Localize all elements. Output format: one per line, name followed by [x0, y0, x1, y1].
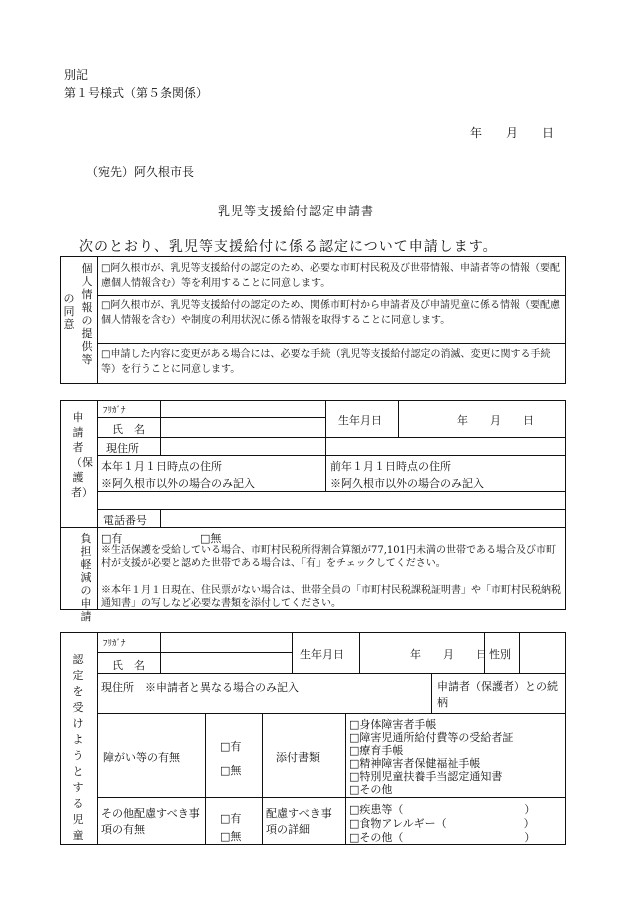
child-birth-label: 生年月日: [300, 648, 344, 661]
reduction-side-label: 負担軽減の申請: [80, 532, 92, 623]
reduction-note-1: ※生活保護を受給している場合、市町村民税所得割合算額が77,101円未満の世帯である場合及び市町村が支援が必要と認めた世帯である場合は、「有」をチェックしてください。: [101, 545, 556, 569]
child-relation-label: 申請者（保護者）との続柄: [437, 680, 558, 709]
disability-label: 障がい等の有無: [103, 751, 180, 764]
jan1-prev-year-note: ※阿久根市以外の場合のみ記入: [330, 477, 484, 490]
consent-side-label: 個人情報の提供等: [81, 262, 93, 366]
jan1-this-year-label: 本年１月１日時点の住所: [101, 460, 222, 473]
applicant-furigana-label: ﾌﾘｶﾞﾅ: [103, 406, 126, 416]
reduction-yes[interactable]: □有: [101, 532, 123, 545]
consent-side-label-2: の同意: [63, 292, 75, 331]
applicant-name-label: 氏 名: [112, 423, 145, 436]
applicant-birth-value: 年 月 日: [457, 414, 534, 427]
applicant-phone-label: 電話番号: [103, 514, 147, 527]
care-yes[interactable]: □有: [220, 812, 242, 825]
other-care-label: その他配慮すべき事項の有無: [101, 807, 200, 836]
child-name-label: 氏 名: [112, 659, 145, 672]
child-furigana-label: ﾌﾘｶﾞﾅ: [103, 639, 126, 649]
care-item-allergy[interactable]: □食物アレルギー（ ）: [349, 817, 535, 830]
disability-yes[interactable]: □有: [220, 740, 242, 753]
reduction-note-2: ※本年１月１日現在、住民票がない場合は、世帯全員の「市町村民税課税証明書」や「市町村民税納税通知書」の写しなど必要な書類を添付してください。: [101, 585, 561, 609]
doc-other[interactable]: □その他: [349, 783, 393, 796]
jan1-prev-year-label: 前年１月１日時点の住所: [330, 460, 451, 473]
reduction-no[interactable]: □無: [200, 532, 222, 545]
attachment-label: 別記: [64, 68, 89, 82]
doc-special-allowance[interactable]: □特別児童扶養手当認定通知書: [349, 770, 503, 783]
form-number: 第１号様式（第５条関係）: [64, 86, 209, 100]
doc-ryoiku[interactable]: □療育手帳: [349, 744, 404, 757]
doc-mental[interactable]: □精神障害者保健福祉手帳: [349, 757, 481, 770]
page-title: 乳児等支援給付認定申請書: [218, 204, 375, 218]
consent-item-2[interactable]: □阿久根市が、乳児等支援給付の認定のため、関係市町村から申請者及び申請児童に係る情報（要配慮個人情報を含む）や制度の利用状況に係る情報を取得することに同意します。: [101, 300, 561, 326]
care-no[interactable]: □無: [220, 830, 242, 843]
doc-day-service[interactable]: □障害児通所給付費等の受給者証: [349, 731, 514, 744]
child-birth-value: 年 月 日: [410, 648, 487, 661]
child-sex-label: 性別: [489, 648, 511, 661]
child-address-label: 現住所 ※申請者と異なる場合のみ記入: [101, 681, 299, 694]
addressee: （宛先）阿久根市長: [86, 165, 195, 179]
disability-no[interactable]: □無: [220, 764, 242, 777]
care-detail-label: 配慮すべき事項の詳細: [266, 807, 332, 836]
consent-item-3[interactable]: □申請した内容に変更がある場合には、必要な手続（乳児等支援給付認定の消滅、変更に関する手続等）を行うことに同意します。: [101, 349, 551, 375]
jan1-this-year-note: ※阿久根市以外の場合のみ記入: [101, 477, 255, 490]
applicant-side-label: 申請者（保護者）: [71, 411, 93, 499]
attached-docs-label: 添付書類: [276, 751, 320, 764]
doc-physical[interactable]: □身体障害者手帳: [349, 718, 437, 731]
date-line: 年 月 日: [470, 126, 555, 140]
applicant-birth-label: 生年月日: [338, 414, 382, 427]
care-item-disease[interactable]: □疾患等（ ）: [349, 803, 536, 816]
consent-item-1[interactable]: □阿久根市が、乳児等支援給付の認定のため、必要な市町村民税及び世帯情報、申請者等の情報（要配慮個人情報含む）等を利用することに同意します。: [101, 263, 561, 289]
applicant-address-label: 現住所: [106, 442, 139, 455]
care-item-other[interactable]: □その他（ ）: [349, 831, 536, 844]
child-side-label: 認定を受けようとする児童: [72, 653, 84, 842]
intro-text: 次のとおり、乳児等支援給付に係る認定について申請します。: [79, 239, 498, 255]
